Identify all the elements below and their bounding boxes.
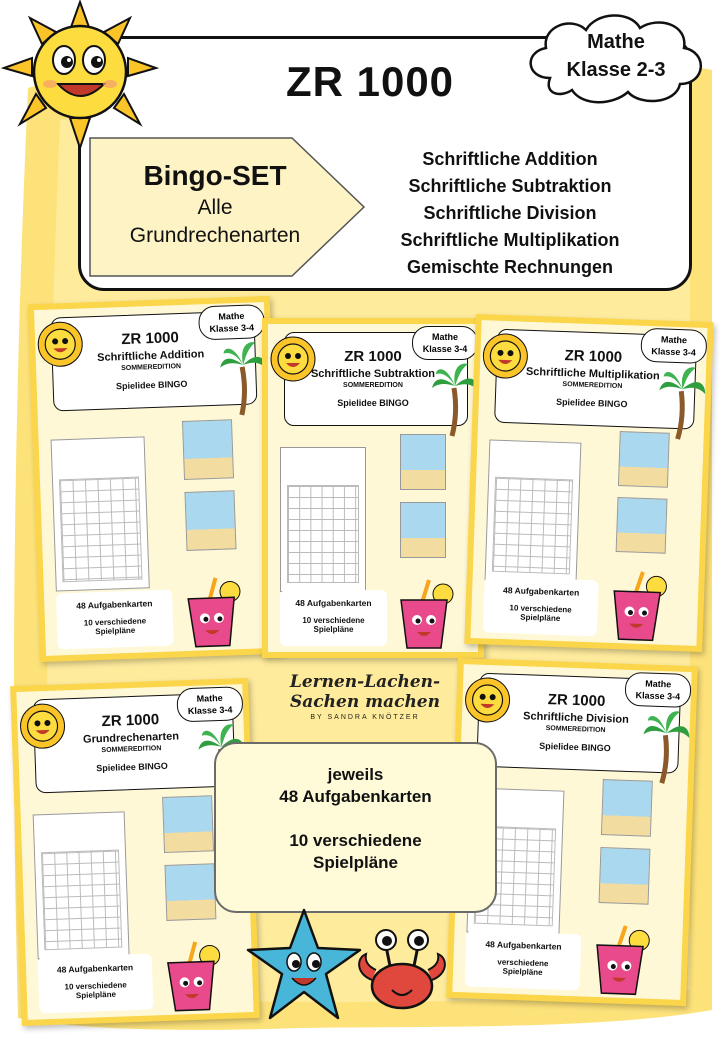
cover-edition: SOMMEREDITION: [545, 725, 606, 735]
bingo-grid: [492, 477, 573, 575]
crab-icon: [352, 920, 452, 1020]
drink-glass-icon: [177, 573, 250, 651]
bingo-grid: [41, 850, 122, 950]
cover-sun-icon: [266, 332, 320, 386]
topic-list: [350, 146, 670, 281]
cover-badge-grade: Klasse 3-4: [422, 344, 468, 354]
set-title: Bingo-SET: [143, 160, 287, 191]
drink-glass-icon: [157, 937, 230, 1015]
cards-panel: [280, 590, 387, 646]
cover-edition: SOMMEREDITION: [101, 745, 162, 755]
cover-plans-line-2: Spielpläne: [520, 612, 561, 624]
cards-panel: [38, 953, 154, 1013]
sun-icon: [0, 0, 160, 150]
cover-badge-grade: Klasse 3-4: [635, 690, 681, 702]
brand-name: Lernen-Lachen-Sachen machen: [289, 672, 441, 712]
set-line-1: Alle: [197, 196, 233, 219]
cover-cards-label: 48 Aufgabenkarten: [502, 585, 580, 598]
task-card: [400, 502, 446, 558]
badge-grade: Klasse 2-3: [566, 59, 666, 81]
brand-logo: [270, 672, 460, 721]
task-card: [184, 490, 236, 551]
cover-game: Spielidee BINGO: [539, 740, 611, 754]
task-card: [601, 779, 653, 837]
cover-subtitle: Schriftliche Subtraktion: [310, 368, 436, 380]
cover-title: ZR 1000: [344, 348, 402, 365]
palm-tree-icon: [656, 360, 709, 442]
cover-title: ZR 1000: [564, 347, 623, 367]
cover-cards-label: 48 Aufgabenkarten: [56, 962, 134, 975]
drink-glass-icon: [391, 576, 461, 652]
cover-plans-line-2: Spielpläne: [95, 625, 136, 637]
bingo-grid: [287, 485, 359, 583]
main-title: ZR 1000: [285, 58, 455, 105]
cards-panel: [56, 589, 174, 649]
bingo-sheet: [485, 439, 582, 583]
starfish-icon: [244, 906, 364, 1024]
cover-badge: [176, 686, 243, 722]
cover-subtitle: Schriftliche Multiplikation: [525, 365, 660, 383]
task-card: [182, 419, 234, 480]
cover-cards-label: 48 Aufgabenkarten: [76, 598, 153, 611]
cover-game: Spielidee BINGO: [115, 378, 188, 392]
cover-plans-line-1: 10 verschiedene: [83, 616, 147, 628]
task-card: [162, 795, 214, 853]
cover-cards-label: 48 Aufgabenkarten: [485, 939, 562, 952]
cover-plans-line-2: Spielpläne: [75, 989, 117, 1001]
topic-item: Schriftliche Division: [423, 203, 597, 223]
cover-plans-line-1: 10 verschiedene: [64, 980, 127, 992]
topic-item: Schriftliche Addition: [422, 149, 598, 169]
cover-edition: SOMMEREDITION: [343, 382, 403, 389]
info-line-3: 10 verschiedene: [289, 831, 422, 850]
topic-item: Schriftliche Multiplikation: [400, 230, 620, 250]
cover-title: ZR 1000: [101, 711, 160, 731]
cover-game: Spielidee BINGO: [555, 396, 628, 410]
cards-panel: [465, 930, 582, 990]
info-box: [214, 742, 497, 913]
cover-plans-line-2: Spielpläne: [502, 966, 543, 978]
topic-item: Schriftliche Subtraktion: [408, 176, 612, 196]
drink-glass-icon: [602, 567, 675, 645]
cover-subtitle: Schriftliche Division: [522, 710, 630, 726]
cover-plans-line-1: 10 verschiedene: [509, 603, 572, 615]
bingo-sheet: [33, 811, 130, 959]
drink-glass-icon: [585, 921, 658, 999]
set-description: [100, 158, 330, 250]
cover-edition: SOMMEREDITION: [121, 363, 182, 373]
cover-badge-subject: Mathe: [660, 334, 688, 346]
task-card: [400, 434, 446, 490]
set-line-2: Grundrechenarten: [129, 224, 301, 247]
cover-badge-subject: Mathe: [218, 310, 245, 322]
cards-panel: [483, 576, 599, 636]
cover-badge-subject: Mathe: [431, 332, 458, 342]
cover-badge-grade: Klasse 3-4: [209, 322, 255, 335]
cover-plans-line-1: verschiedene: [497, 957, 549, 969]
cover-sun-icon: [32, 316, 88, 372]
badge-subject: Mathe: [587, 31, 645, 53]
product-cover: [262, 318, 484, 658]
task-card: [618, 431, 670, 488]
cover-badge: [624, 672, 691, 708]
info-line-1: jeweils: [327, 765, 384, 784]
cover-badge: [640, 328, 707, 364]
cover-title: ZR 1000: [547, 691, 606, 711]
cover-plans-line-2: Spielpläne: [313, 625, 354, 634]
cover-title: ZR 1000: [121, 329, 180, 349]
cover-badge-grade: Klasse 3-4: [651, 346, 697, 358]
product-cover: [464, 314, 713, 652]
cover-badge-subject: Mathe: [645, 678, 672, 690]
cover-sun-icon: [477, 328, 533, 384]
bingo-sheet: [280, 447, 366, 592]
cover-badge: [198, 304, 265, 340]
cover-badge-grade: Klasse 3-4: [187, 704, 233, 717]
cover-badge-subject: Mathe: [196, 692, 223, 704]
cover-edition: SOMMEREDITION: [562, 381, 623, 391]
grade-badge: [548, 28, 684, 84]
brand-author: BY SANDRA KNÖTZER: [310, 714, 420, 721]
info-line-4: Spielpläne: [312, 853, 399, 872]
palm-tree-icon: [640, 704, 693, 786]
product-cover: [28, 296, 282, 662]
topic-item: Gemischte Rechnungen: [406, 257, 614, 277]
cover-sun-icon: [15, 698, 71, 754]
task-card: [616, 497, 668, 554]
cover-game: Spielidee BINGO: [337, 398, 409, 408]
task-card: [164, 863, 216, 921]
task-card: [599, 847, 651, 905]
cover-subtitle: Grundrechenarten: [82, 730, 180, 746]
cover-sun-icon: [460, 672, 516, 728]
bingo-grid: [59, 477, 143, 583]
info-line-2: 48 Aufgabenkarten: [279, 787, 432, 806]
bingo-sheet: [51, 436, 150, 591]
cover-cards-label: 48 Aufgabenkarten: [295, 598, 372, 608]
cover-subtitle: Schriftliche Addition: [96, 348, 205, 364]
cover-plans-line-1: 10 verschiedene: [302, 616, 365, 625]
cover-game: Spielidee BINGO: [96, 760, 168, 774]
cover-badge: [412, 326, 478, 360]
